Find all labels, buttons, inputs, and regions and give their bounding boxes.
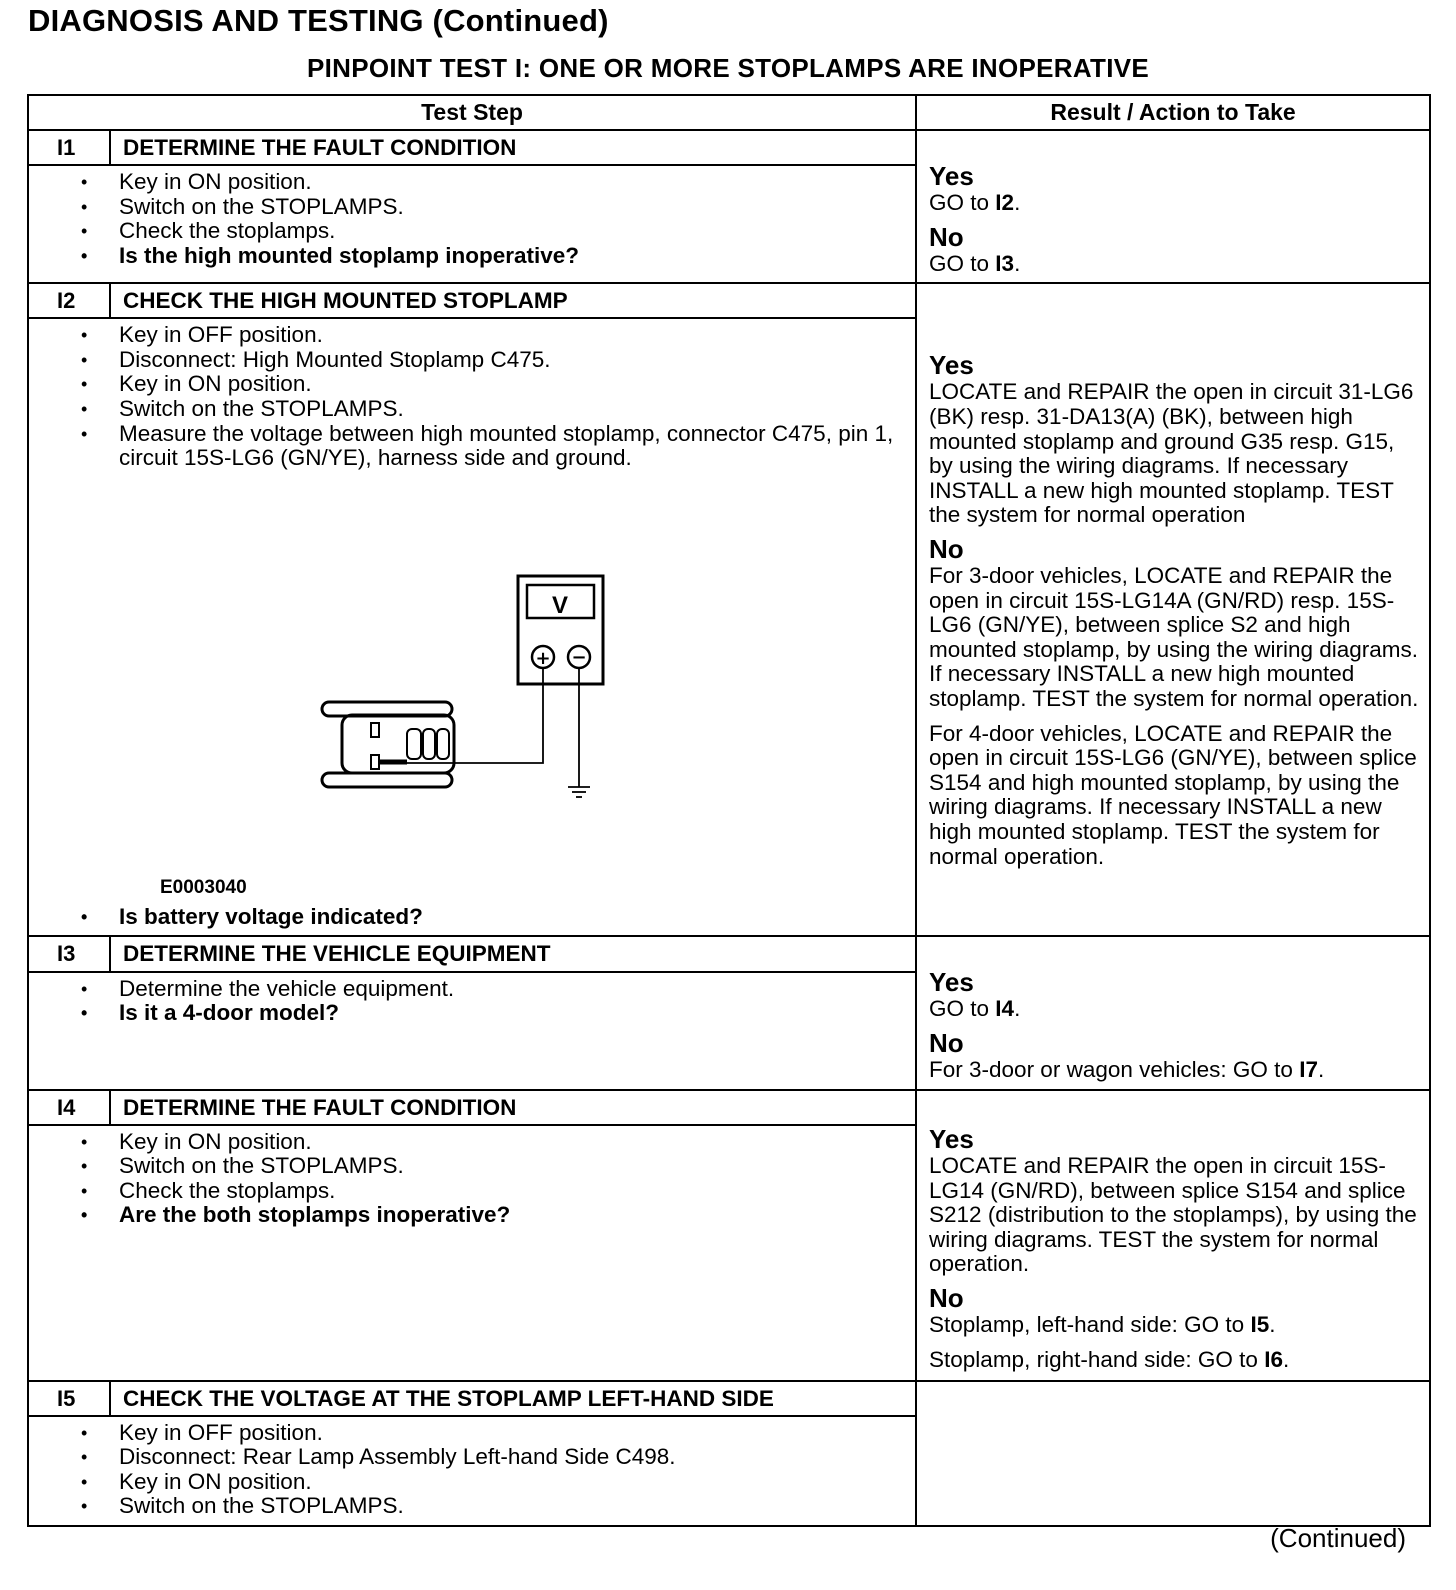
step-id: I2 <box>28 283 110 318</box>
result-cell <box>916 130 1430 283</box>
list-item: • Check the stoplamps. <box>119 219 915 244</box>
step-body <box>28 1416 916 1526</box>
step-question: • Are the both stoplamps inoperative? <box>119 1203 915 1228</box>
step-body <box>28 1125 916 1381</box>
list-item: • Measure the voltage between high mounted stoplamp, connector C475, pin 1, circuit 15S-LG6 (GN/YE), harness side and ground. <box>119 422 915 471</box>
step-question: • Is battery voltage indicated? <box>119 905 915 930</box>
step-question: • Is the high mounted stoplamp inoperative? <box>119 244 915 269</box>
figure-id: E0003040 <box>160 876 247 898</box>
result-no-label: No <box>929 1282 964 1313</box>
result-yes-text: LOCATE and REPAIR the open in circuit 15S-LG14 (GN/RD), between splice S154 and splice S212 (distribution to the stoplamps), by using the wiring diagrams. TEST the system for normal operation. <box>929 1152 1417 1277</box>
result-no-text: For 3-door or wagon vehicles: GO to I7. <box>929 1056 1325 1082</box>
step-id: I3 <box>28 936 110 972</box>
list-item: • Switch on the STOPLAMPS. <box>119 195 915 220</box>
result-no-label: No <box>929 221 964 252</box>
list-item: • Switch on the STOPLAMPS. <box>119 1154 915 1179</box>
step-title: DETERMINE THE FAULT CONDITION <box>110 130 916 165</box>
svg-text:−: − <box>571 646 587 668</box>
step-id: I1 <box>28 130 110 165</box>
result-no-label: No <box>929 533 964 564</box>
meter-label: V <box>551 591 569 619</box>
step-id: I4 <box>28 1090 110 1125</box>
page-title: DIAGNOSIS AND TESTING (Continued) <box>28 3 609 38</box>
table-header-row <box>28 95 1430 130</box>
list-item: • Switch on the STOPLAMPS. <box>119 1494 915 1519</box>
list-item: • Switch on the STOPLAMPS. <box>119 397 915 422</box>
result-no-text: Stoplamp, right-hand side: GO to I6. <box>929 1346 1290 1372</box>
result-yes-text: LOCATE and REPAIR the open in circuit 31-LG6 (BK) resp. 31-DA13(A) (BK), between high mounted stoplamp and ground G35 resp. G15, by using the wiring diagrams. If necessary INSTALL a new high mounted stoplamp. TEST the system for normal operation <box>929 379 1414 528</box>
list-item: • Key in ON position. <box>119 372 915 397</box>
result-yes-label: Yes <box>929 967 974 998</box>
result-yes-text: GO to I2. <box>929 190 1021 215</box>
col-header-result: Result / Action to Take <box>916 95 1430 130</box>
svg-text:+: + <box>535 647 551 669</box>
result-no-text: For 4-door vehicles, LOCATE and REPAIR the open in circuit 15S-LG6 (GN/YE), between splice S154 and high mounted stoplamp, by using the wiring diagrams. If necessary INSTALL a new high mounted stoplamp. TEST the system for normal operation. <box>929 720 1417 869</box>
step-bullets <box>29 901 915 936</box>
step-bullets <box>29 1417 915 1525</box>
step-title: DETERMINE THE FAULT CONDITION <box>110 1090 916 1125</box>
list-item: • Disconnect: High Mounted Stoplamp C475. <box>119 348 915 373</box>
continued-label: (Continued) <box>1270 1523 1406 1553</box>
step-title-row <box>28 1090 1430 1125</box>
connector-clip-bottom <box>322 773 452 787</box>
step-body <box>28 318 916 936</box>
step-title: CHECK THE HIGH MOUNTED STOPLAMP <box>110 283 916 318</box>
pinpoint-test-table <box>27 94 1431 1527</box>
result-no-label: No <box>929 1027 964 1058</box>
result-no-text: GO to I3. <box>929 250 1021 276</box>
col-header-test-step: Test Step <box>28 95 916 130</box>
step-id: I5 <box>28 1381 110 1416</box>
result-no-text: For 3-door vehicles, LOCATE and REPAIR the open in circuit 15S-LG14A (GN/RD) resp. 15S-LG6 (GN/YE), between splice S2 and high mounted stoplamp, by using the wiring diagrams. If necessary INSTALL a new high mounted stoplamp. TEST the system for normal operation. <box>929 562 1419 711</box>
pinpoint-test-title: PINPOINT TEST I: ONE OR MORE STOPLAMPS ARE INOPERATIVE <box>306 53 1150 83</box>
step-title-row <box>28 130 1430 165</box>
result-yes-label: Yes <box>929 1123 974 1154</box>
result-yes-label: Yes <box>929 161 974 191</box>
step-body <box>28 972 916 1090</box>
list-item: • Key in ON position. <box>119 1130 915 1155</box>
result-no-text: Stoplamp, left-hand side: GO to I5. <box>929 1311 1276 1337</box>
result-cell <box>916 936 1430 1089</box>
step-bullets <box>29 1126 915 1234</box>
list-item: • Key in ON position. <box>119 1470 915 1495</box>
step-bullets <box>29 166 915 274</box>
list-item: • Determine the vehicle equipment. <box>119 977 915 1002</box>
result-cell <box>916 283 1430 936</box>
step-title: DETERMINE THE VEHICLE EQUIPMENT <box>110 936 916 972</box>
step-title: CHECK THE VOLTAGE AT THE STOPLAMP LEFT-HAND SIDE <box>110 1381 916 1416</box>
voltmeter-connector-figure <box>29 471 835 871</box>
result-cell <box>916 1090 1430 1381</box>
voltmeter-diagram <box>29 471 915 901</box>
list-item: • Key in OFF position. <box>119 1421 915 1446</box>
step-title-row <box>28 936 1430 972</box>
step-title-row <box>28 1381 1430 1416</box>
result-cell <box>916 1381 1430 1526</box>
list-item: • Key in OFF position. <box>119 323 915 348</box>
step-bullets <box>29 319 915 471</box>
list-item: • Key in ON position. <box>119 170 915 195</box>
list-item: • Disconnect: Rear Lamp Assembly Left-hand Side C498. <box>119 1445 915 1470</box>
result-yes-text: GO to I4. <box>929 996 1021 1022</box>
step-bullets <box>29 973 915 1032</box>
step-question: • Is it a 4-door model? <box>119 1001 915 1026</box>
step-title-row <box>28 283 1430 318</box>
result-yes-label: Yes <box>929 350 974 381</box>
step-body <box>28 165 916 283</box>
list-item: • Check the stoplamps. <box>119 1179 915 1204</box>
